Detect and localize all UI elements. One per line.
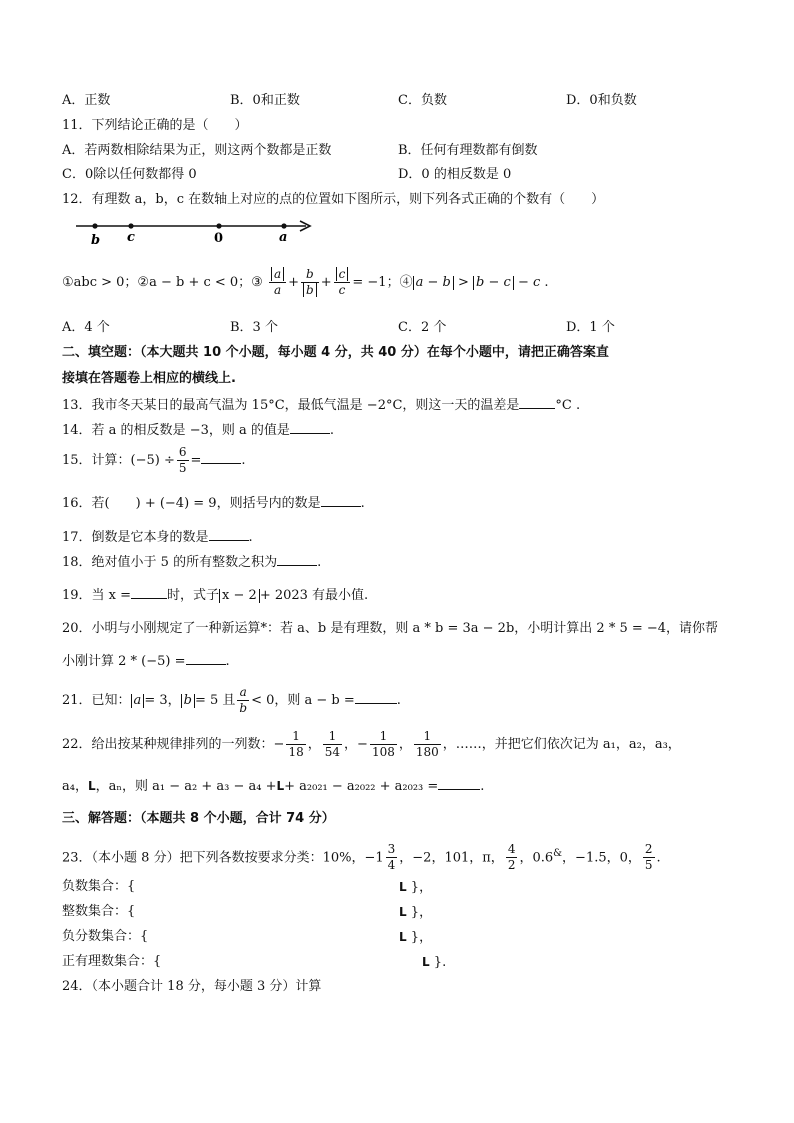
q22-den-1: 18 xyxy=(288,745,304,759)
q11-option-d: D．0 的相反数是 0 xyxy=(398,167,512,182)
q22-num-4: 1 xyxy=(414,729,441,745)
q21-denominator: b xyxy=(239,701,248,715)
q12-stem: 12．有理数 a，b，c 在数轴上对应的点的位置如下图所示，则下列各式正确的个数有（ ） xyxy=(62,192,605,207)
frac-b-over-abs-b: $\frac{b}{b}$ xyxy=(301,267,319,298)
ellipsis-glyph-icon: L xyxy=(422,955,430,969)
q12-option-d: D．1 个 xyxy=(566,320,615,335)
section2-heading-line1: 二、填空题：（本大题共 10 个小题，每小题 4 分，共 40 分）在每个小题中，请把正确答案直 xyxy=(62,345,609,360)
q15-equals: = xyxy=(190,453,202,468)
q22-num-1: 1 xyxy=(286,729,305,745)
q13-text: 13．我市冬天某日的最高气温为 15°C，最低气温是 −2°C，则这一天的温差是 xyxy=(62,398,520,413)
q12-period: . xyxy=(544,275,549,290)
ellipsis-glyph-icon: L xyxy=(87,779,96,793)
q14-text: 14．若 a 的相反数是 −3，则 a 的值是 xyxy=(62,423,290,438)
q22-tail: ，……，并把它们依次记为 a₁，a₂，a₃， xyxy=(442,737,681,752)
q16-answer-blank xyxy=(321,494,361,507)
q23-repeat-mark: & xyxy=(553,848,563,859)
q24-stem: 24．（本小题合计 18 分，每小题 3 分）计算 xyxy=(62,979,322,994)
q22-sign-1: − xyxy=(273,737,285,752)
q22-fraction-3 xyxy=(370,729,397,760)
q23-fraction-2-5 xyxy=(643,842,655,873)
q15 xyxy=(62,444,246,478)
q10-option-d: D．0和负数 xyxy=(566,93,637,108)
q22-line2-mid: ，aₙ，则 a₁ − a₂ + a₃ − a₄ + xyxy=(95,779,277,794)
q23-f2-num: 2 xyxy=(644,842,653,857)
set-label-negative-fraction: 负分数集合：{ xyxy=(62,929,149,944)
q21 xyxy=(62,684,401,718)
q18-text: 18．绝对值小于 5 的所有整数之积为 xyxy=(62,555,278,570)
q15-fraction xyxy=(177,445,189,476)
q22-den-2: 54 xyxy=(324,745,341,759)
q22-line2-end: + a₂₀₂₁ − a₂₀₂₂ + a₂₀₂₃ = xyxy=(284,779,439,794)
q10-option-b: B．0和正数 xyxy=(230,93,300,108)
q17-period: . xyxy=(248,530,253,545)
q22-num-3: 1 xyxy=(370,729,397,745)
q20-line1: 20．小明与小刚规定了一种新运算*：若 a、b 是有理数，则 a * b = 3a − 2b，小明计算出 2 * 5 = −4，请你帮 xyxy=(62,621,719,636)
q22-text: 22．给出按某种规律排列的一列数： xyxy=(62,737,274,752)
q18 xyxy=(62,553,321,572)
q22-period: . xyxy=(480,779,485,794)
q22-line2 xyxy=(62,777,484,796)
set-close-positive-rational: }. xyxy=(433,955,447,970)
q15-answer-blank xyxy=(201,451,241,464)
number-line-diagram xyxy=(74,214,319,248)
q11-option-a: A．若两数相除结果为正，则这两个数都是正数 xyxy=(62,143,332,158)
set-close-integer: }， xyxy=(410,905,433,920)
q21-var-b: b xyxy=(183,693,192,708)
q23-mixed-num: 3 xyxy=(387,842,396,857)
q23-set-positive-rational-close xyxy=(422,953,446,972)
q23-stem xyxy=(62,836,661,876)
q23-set-positive-rational xyxy=(62,953,161,971)
q21-eq1: = 3， xyxy=(144,693,181,708)
q23-mixed-den: 4 xyxy=(387,858,396,873)
q21-eq2: = 5 且 xyxy=(194,693,236,708)
q17 xyxy=(62,528,253,547)
q20-period: . xyxy=(225,654,230,669)
q21-fraction xyxy=(237,685,249,716)
set-label-integer: 整数集合：{ xyxy=(62,904,136,919)
q15-text: 15．计算：(−5) ÷ xyxy=(62,453,175,468)
set-close-negative-fraction: }， xyxy=(410,930,433,945)
ellipsis-glyph-icon: L xyxy=(399,930,407,944)
q23-set-negative-fraction xyxy=(62,928,148,946)
q22-fraction-4 xyxy=(414,729,441,760)
q23-f-num: 4 xyxy=(507,842,516,857)
q23-mixed-fraction xyxy=(386,842,398,873)
q22-fraction-1 xyxy=(286,729,305,760)
q21-var-a: a xyxy=(133,693,142,708)
q14-answer-blank xyxy=(290,421,330,434)
point-a xyxy=(281,223,286,228)
q14-period: . xyxy=(329,423,335,438)
section2-heading-line2: 接填在答题卷上相应的横线上. xyxy=(62,371,236,386)
q16-period: . xyxy=(360,496,365,511)
frac-abs-a-over-a: $\frac{a}{a}$ xyxy=(269,267,286,298)
q21-answer-blank xyxy=(355,691,397,704)
q23-f2-den: 5 xyxy=(644,858,653,873)
q20-answer-blank xyxy=(186,652,226,665)
ellipsis-glyph-icon: L xyxy=(399,880,407,894)
q19-text: 19．当 x = xyxy=(62,588,132,603)
section3-heading: 三、解答题：（本题共 8 个小题，合计 74 分） xyxy=(62,811,335,826)
q11-stem: 11．下列结论正确的是（ ） xyxy=(62,118,248,133)
q21-abs-a xyxy=(131,694,145,708)
q11-option-c: C．0除以任何数都得 0 xyxy=(62,167,197,182)
q21-period: . xyxy=(396,693,401,708)
ellipsis-glyph-icon: L xyxy=(399,905,407,919)
q19-tail-text: + 2023 有最小值. xyxy=(259,588,369,603)
q21-numerator: a xyxy=(239,685,247,699)
q19-mid-text: 时，式子 xyxy=(167,588,220,603)
q22-line2-start: a₄， xyxy=(62,779,88,794)
q18-period: . xyxy=(317,555,322,570)
q16-text: 16．若( ) + (−4) = 9，则括号内的数是 xyxy=(62,496,321,511)
q21-text: 21．已知： xyxy=(62,693,131,708)
q19-abs-expression: x − 2 xyxy=(219,589,260,603)
q23-f-den: 2 xyxy=(507,858,516,873)
set-label-negative: 负数集合：{ xyxy=(62,879,136,894)
q23-repeating-decimal: ，0.6 xyxy=(519,850,554,866)
q18-answer-blank xyxy=(277,553,317,566)
ellipsis-glyph-icon: L xyxy=(276,779,285,793)
q23-mid: ，−2，101，π， xyxy=(399,850,504,866)
q21-condition: < 0，则 a − b = xyxy=(251,693,355,708)
q22-answer-blank xyxy=(438,777,480,790)
q23-set-negative-close xyxy=(399,878,432,897)
q13-unit: °C . xyxy=(555,398,581,413)
q12-statement-1-2: ①abc > 0；②a − b + c < 0；③ xyxy=(62,275,263,290)
label-0: 0 xyxy=(214,231,224,246)
q17-answer-blank xyxy=(209,528,249,541)
q13 xyxy=(62,396,580,415)
q23-period: . xyxy=(656,850,661,866)
q22-fraction-2 xyxy=(323,729,342,760)
q12-option-c: C．2 个 xyxy=(398,320,447,335)
point-0 xyxy=(216,223,221,228)
q23-set-integer xyxy=(62,903,135,921)
q23-text: 23．（本小题 8 分）把下列各数按要求分类：10%，−1 xyxy=(62,850,384,866)
q23-set-negative-fraction-close xyxy=(399,928,432,947)
q11-option-b: B．任何有理数都有倒数 xyxy=(398,143,538,158)
q20-line2 xyxy=(62,652,230,671)
q15-numerator: 6 xyxy=(178,445,187,459)
q22-den-4: 180 xyxy=(415,745,439,759)
label-c: c xyxy=(127,230,135,245)
label-a: a xyxy=(279,230,288,245)
q19-answer-blank xyxy=(131,586,167,599)
set-label-positive-rational: 正有理数集合：{ xyxy=(62,954,162,969)
label-b: b xyxy=(91,233,101,248)
q10-option-c: C．负数 xyxy=(398,93,447,108)
frac-abs-c-over-c: $\frac{c}{c}$ xyxy=(334,267,351,298)
q12-option-a: A．4 个 xyxy=(62,320,110,335)
q23-set-integer-close xyxy=(399,903,432,922)
q15-denominator: 5 xyxy=(178,461,187,475)
q20-text: 小刚计算 2 * (−5) = xyxy=(62,654,186,669)
q16 xyxy=(62,494,365,513)
q23-mid3: ，−1.5，0， xyxy=(562,850,641,866)
q14 xyxy=(62,421,334,440)
q13-answer-blank xyxy=(519,396,555,409)
q23-set-negative xyxy=(62,878,135,896)
q10-option-a: A．正数 xyxy=(62,93,111,108)
q22-line1: 22．给出按某种规律排列的一列数：− $\frac{1}{18}$ ， $\frac{1}{54}$ ，− $\frac{1}{108}$ ， $\frac{1}{180}$ ，……，并把它们依次记为 a₁，a₂，a₃， xyxy=(62,729,681,759)
point-c xyxy=(128,223,133,228)
q23-fraction-4-2 xyxy=(506,842,518,873)
q12-option-b: B．3 个 xyxy=(230,320,278,335)
q19 xyxy=(62,586,368,605)
q22-den-3: 108 xyxy=(371,745,395,759)
q17-text: 17．倒数是它本身的数是 xyxy=(62,530,209,545)
q21-abs-b xyxy=(181,694,195,708)
point-b xyxy=(92,223,97,228)
set-close-negative: }， xyxy=(410,880,433,895)
q12-statements: ①abc > 0；②a − b + c < 0；③ $\frac{a}{a}$ + $\frac{b}{b}$ + $\frac{c}{c}$ = −1；④ a − b > b − c − c . xyxy=(62,267,549,297)
q12-statement-4-label: ④ xyxy=(399,275,413,290)
q22-num-2: 1 xyxy=(323,729,342,745)
q22-sign-3: − xyxy=(357,737,368,752)
q15-period: . xyxy=(241,453,246,468)
